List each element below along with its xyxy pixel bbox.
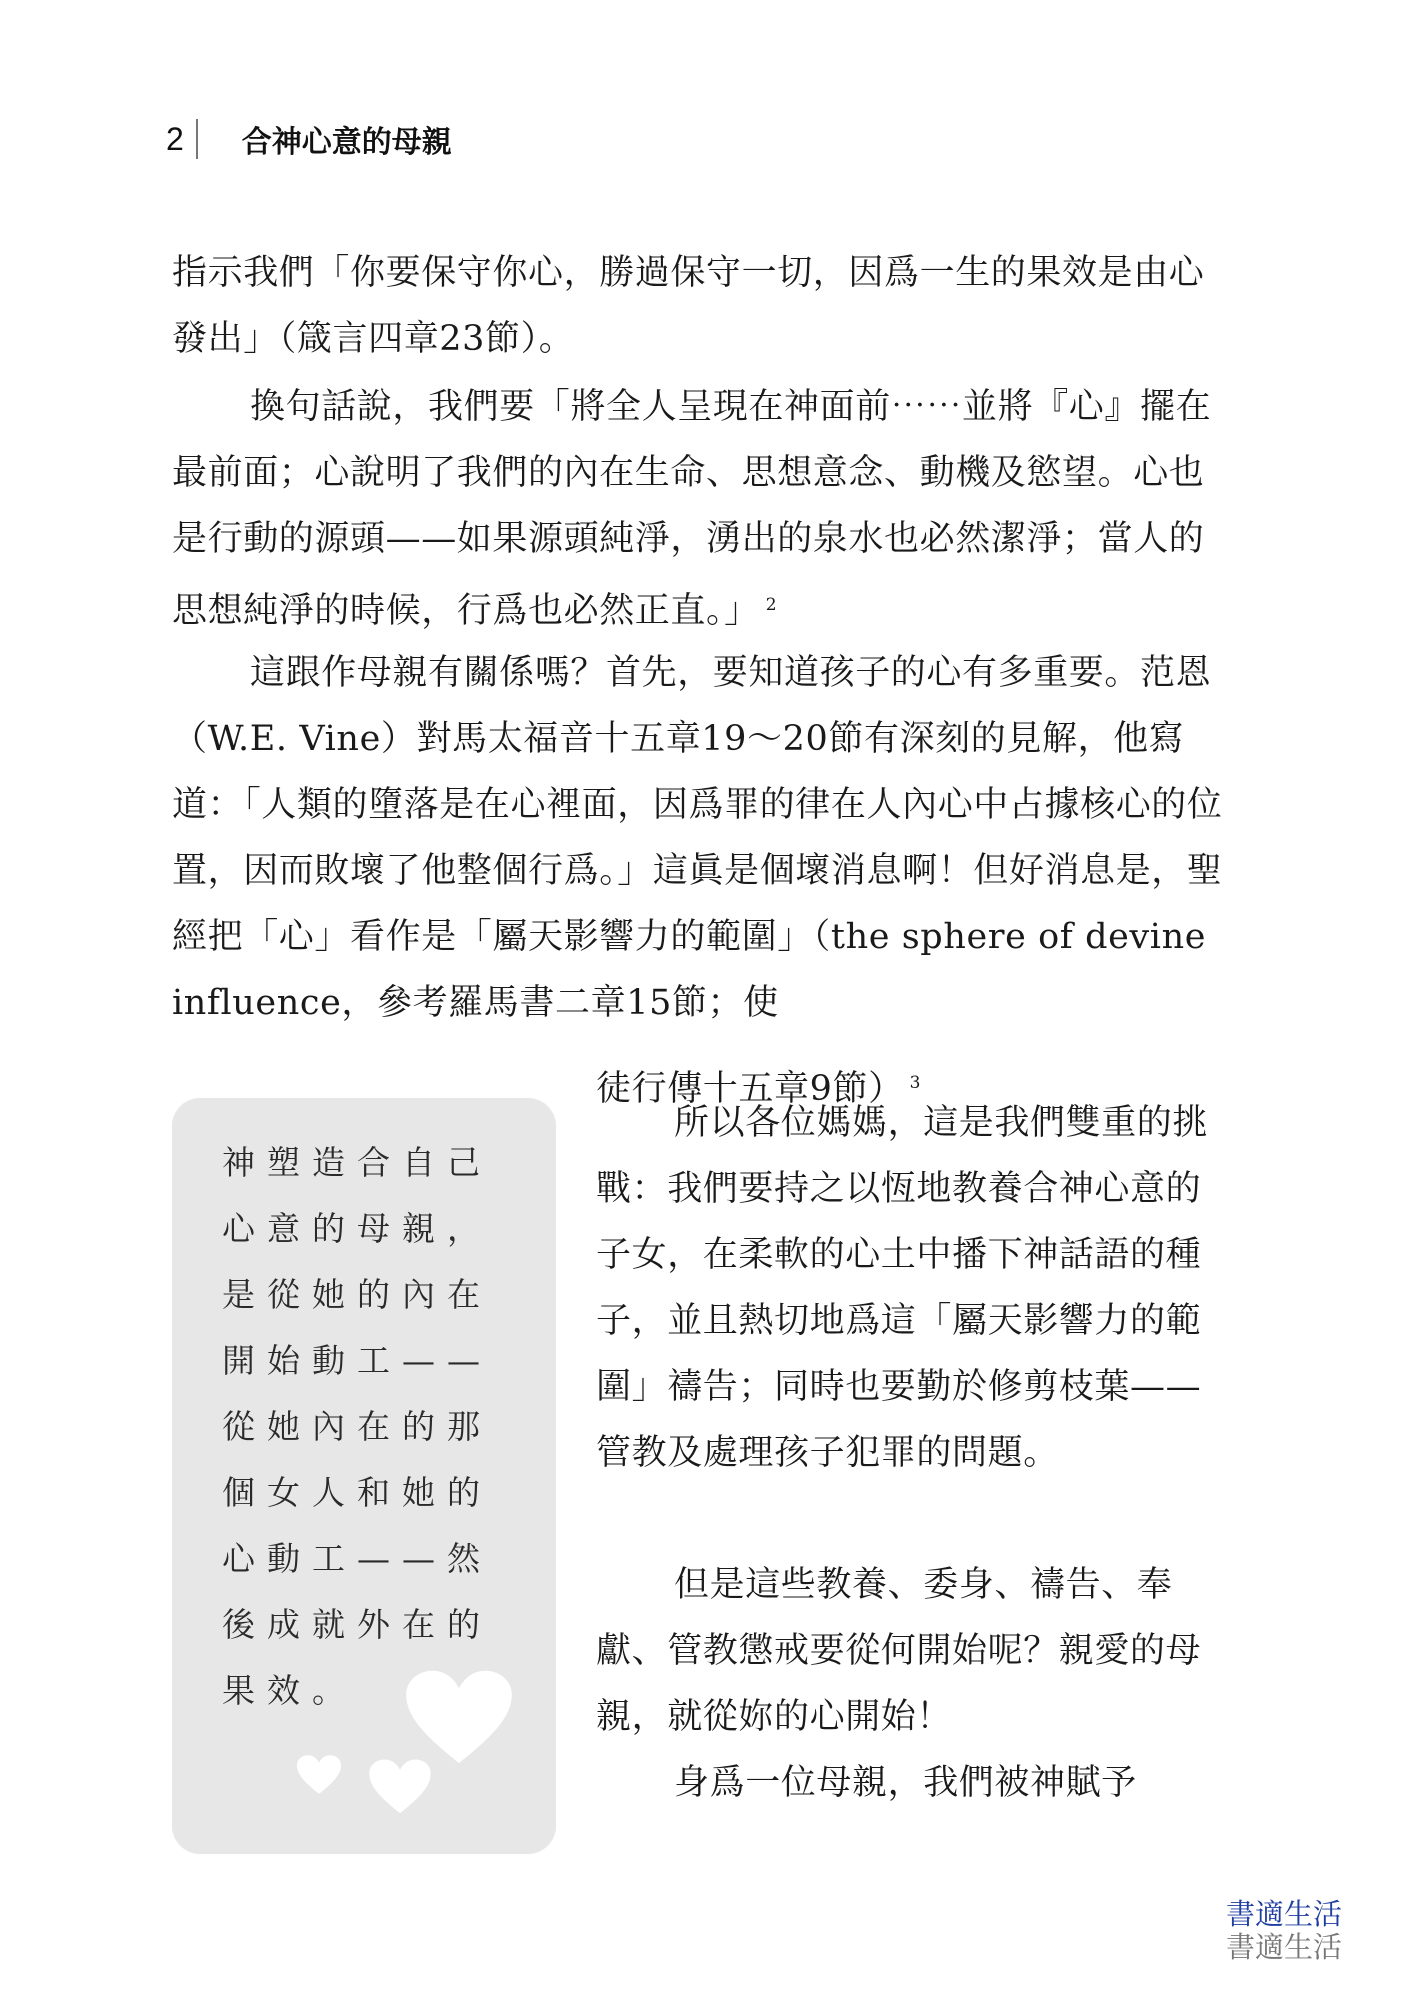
paragraph-2 [172, 374, 1224, 644]
watermark-line-2: 書適生活 [1226, 1930, 1343, 1964]
paragraph-5 [596, 1552, 1224, 1750]
heart-icon [368, 1758, 432, 1816]
page-header [166, 114, 452, 164]
paragraph-3-text: 這跟作母親有關係嗎？首先，要知道孩子的心有多重要。范恩（W.E. Vine）對馬太福音十五章19～20節有深刻的見解，他寫道：「人類的墮落是在心裡面，因爲罪的律在人內心中占據核心的位置，因而敗壞了他整個行爲。」這眞是個壞消息啊！但好消息是，聖經把「心」看作是「屬天影響力的範圍」（the sphere of devine influence，參考羅馬書二章15節；使 [172, 653, 1223, 1023]
footnote-marker: 2 [765, 595, 778, 615]
paragraph-3 [172, 640, 1224, 1036]
paragraph-6 [596, 1750, 1224, 1816]
running-title: 合神心意的母親 [241, 125, 452, 160]
page-number: 2 [166, 120, 184, 157]
pull-quote-text: 神塑造合自己心意的母親，是從她的內在開始動工——從她內在的那個女人和她的心動工——然後成就外在的果效。 [222, 1143, 492, 1710]
paragraph-5-text: 但是這些教養、委身、禱告、奉獻、管教懲戒要從何開始呢？親愛的母親，就從妳的心開始！ [596, 1565, 1202, 1737]
heart-icon [404, 1668, 514, 1768]
watermark-line-1: 書適生活 [1226, 1897, 1343, 1931]
paragraph-6-text: 身爲一位母親，我們被神賦予 [674, 1763, 1137, 1803]
paragraph-1 [172, 240, 1224, 372]
header-divider [196, 119, 198, 159]
publisher-watermark [1226, 1898, 1342, 1964]
paragraph-4 [596, 1090, 1224, 1486]
paragraph-4-text: 所以各位媽媽，這是我們雙重的挑戰：我們要持之以恆地教養合神心意的子女，在柔軟的心土中播下神話語的種子，並且熱切地爲這「屬天影響力的範圍」禱告；同時也要勤於修剪枝葉——管教及處理孩子犯罪的問題。 [596, 1103, 1209, 1473]
pull-quote-box [172, 1098, 556, 1854]
paragraph-2-text: 換句話說，我們要「將全人呈現在神面前⋯⋯並將『心』擺在最前面；心說明了我們的內在生命、思想意念、動機及慾望。心也是行動的源頭——如果源頭純淨，湧出的泉水也必然潔淨；當人的思想純淨的時候，行爲也必然正直。」 [172, 387, 1212, 631]
paragraph-3-continuation-text: 徒行傳十五章9節） [596, 1069, 904, 1109]
paragraph-1-text: 指示我們「你要保守你心，勝過保守一切，因爲一生的果效是由心發出」（箴言四章23節）。 [172, 253, 1205, 359]
heart-icon [296, 1754, 342, 1796]
footnote-marker: 3 [909, 1073, 922, 1093]
